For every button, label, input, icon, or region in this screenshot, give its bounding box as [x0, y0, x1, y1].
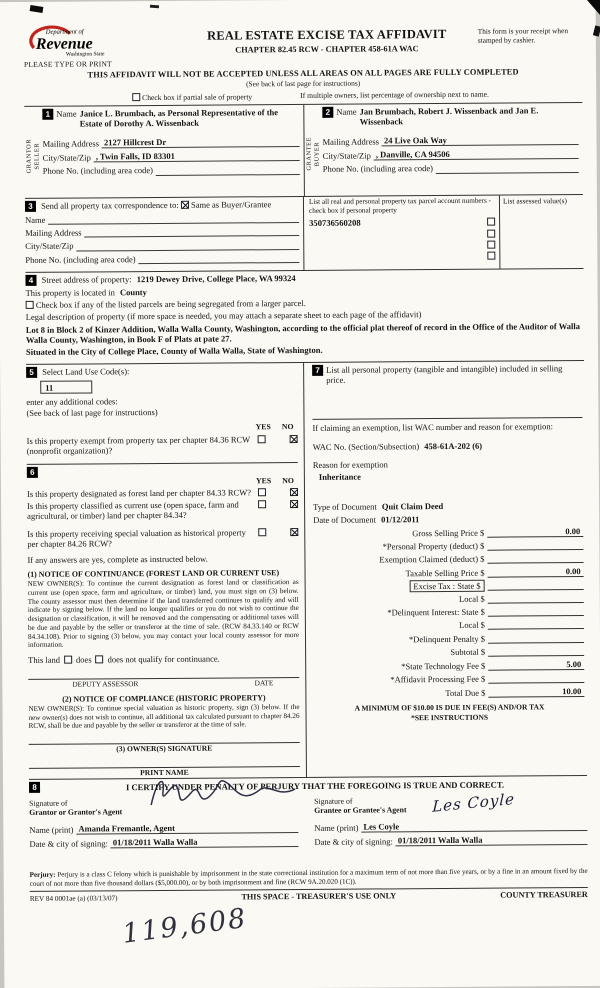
partial-sale-group	[132, 92, 252, 103]
header-instructions-note: (See back of last page for instructions)	[246, 78, 361, 89]
current-use-answer-boxes	[258, 499, 298, 519]
forest-answer-boxes	[258, 487, 298, 497]
fee-label: *Affidavit Processing Fee $	[390, 673, 486, 685]
grantee-date-row	[314, 834, 587, 847]
fee-label: *Delinquent Penalty $	[408, 633, 486, 644]
section-2-badge: 2	[322, 107, 333, 118]
seller-phone-value	[156, 164, 300, 175]
agency-logo-block	[24, 23, 176, 70]
see-instructions-note: *SEE INSTRUCTIONS	[411, 712, 489, 723]
perjury-note	[30, 867, 588, 888]
seller-phone-label: Phone No. (including area code)	[42, 165, 154, 177]
sec6-yes-no-header	[27, 476, 298, 487]
sec5-yes-no-header	[27, 423, 298, 434]
fee-value: 0.00	[565, 566, 581, 577]
notice1-body: NEW OWNER(S): To continue the current designation as forest land or classification as current use (open space, farm and agriculture, or timber) land, you must sign on (3) below. The county assessor must then determine if the land transferred continues to qualify and will indicate by signing below. If the land no longer qualifies or you do not wish to continue the designation or classification, it will be removed and the compensating or additional taxes will be due and payable by the seller or transferor at the time of sale. (RCW 84.33.140 or RCW 84.34.108). Prior to signing (3) below, you may contact your local county assessor for more information.	[27, 578, 300, 650]
owners-signature-line: (3) OWNER(S) SIGNATURE	[29, 742, 300, 755]
grantee-name-label: Name (print)	[314, 822, 359, 833]
left-column	[26, 363, 307, 779]
buyer-side-grantee: GRANTEE	[305, 137, 313, 171]
grantor-sig-label-1: Signature of	[29, 798, 68, 808]
legal-desc-value: Lot 8 in Block 2 of Kinzer Addition, Walla Walla County, Washington, according to the official plat thereof of record in the Office of the Auditor of Walla Walla County, Washington, in Book F of Plats at pate 27.	[25, 320, 580, 345]
current-use-yes-checkbox	[258, 500, 266, 508]
land-qualify-row	[28, 653, 299, 665]
fee-row-delinquent-interest-state	[314, 606, 584, 618]
seller-mailing-row	[43, 136, 300, 149]
parcel-numbers-column	[303, 196, 500, 270]
grantee-name-value: Les Coyle	[361, 820, 587, 833]
exempt-no-checkbox	[290, 435, 298, 443]
header-warning: THIS AFFIDAVIT WILL NOT BE ACCEPTED UNLESS ALL AREAS ON ALL PAGES ARE FULLY COMPLETED	[87, 67, 519, 80]
parcel-personal-checkbox-1	[487, 218, 495, 226]
current-use-no-checkbox	[290, 500, 298, 508]
personal-property-row	[312, 363, 582, 385]
forest-yes-checkbox	[258, 488, 266, 496]
located-value: County	[119, 287, 147, 298]
fee-row-excise-state	[314, 580, 584, 592]
treasurer-space-label: THIS SPACE - TREASURER'S USE ONLY	[241, 891, 397, 902]
fee-value: 5.00	[566, 658, 582, 669]
fee-row-exemption-claimed	[313, 553, 583, 565]
parcel-row-4	[309, 252, 495, 261]
corr-mailing-label: Mailing Address	[25, 227, 82, 239]
grantor-date-row	[29, 836, 298, 849]
corr-mailing-value	[85, 226, 300, 237]
notice1-title: (1) NOTICE OF CONTINUANCE (FOREST LAND OR CURRENT USE)	[27, 568, 280, 579]
parcel-row-3	[309, 241, 495, 250]
corr-city-label: City/State/Zip	[25, 241, 74, 252]
buyer-side-label	[304, 105, 322, 196]
historic-answer-boxes	[258, 527, 298, 547]
buyer-city-value: , Danville, CA 94506	[374, 149, 579, 161]
section-5-badge: 5	[26, 367, 37, 378]
seller-mailing-label: Mailing Address	[42, 138, 100, 150]
current-use-question-row	[27, 499, 298, 521]
buyer-city-label: City/State/Zip	[322, 150, 371, 162]
revenue-logo-icon	[24, 23, 152, 58]
land-use-section	[26, 365, 298, 455]
multiple-owners-note: If multiple owners, list percentage of ownership next to name.	[300, 89, 489, 100]
situated-value: Situated in the City of College Place, County of Walla Walla, State of Washington.	[25, 344, 323, 357]
seller-mailing-value: 2127 Hillcrest Dr	[102, 136, 300, 148]
segregated-checkbox	[26, 301, 34, 309]
scan-artifact-right-edge	[593, 25, 600, 36]
exempt-question-row	[27, 434, 298, 456]
section-6-badge: 6	[27, 467, 38, 478]
date-label: DATE	[254, 678, 274, 688]
parcel-personal-checkbox-2	[487, 230, 495, 238]
buyer-side-buyer: BUYER	[313, 141, 321, 167]
land-does-checkbox	[64, 656, 72, 664]
fee-label: Subtotal $	[450, 646, 486, 657]
correspondence-fields	[25, 197, 304, 272]
tax-correspondence-section	[25, 194, 584, 272]
grantor-signature-block	[29, 797, 308, 849]
exempt-answer-boxes	[258, 434, 298, 454]
grantee-sig-label	[314, 789, 587, 819]
grantee-name-row	[314, 820, 587, 833]
fee-row-subtotal	[314, 646, 584, 658]
perjury-label: Perjury:	[29, 870, 56, 879]
same-as-buyer-label: Same as Buyer/Grantee	[190, 199, 272, 211]
partial-sale-checkbox	[132, 93, 140, 101]
grantor-date-label: Date & city of signing:	[29, 838, 108, 849]
land-does-not-checkbox	[96, 655, 104, 663]
buyer-name-label: Name	[336, 107, 357, 118]
buyer-block	[303, 103, 583, 196]
certify-statement: I CERTIFY UNDER PENALTY OF PERJURY THAT THE FOREGOING IS TRUE AND CORRECT.	[125, 779, 505, 792]
fee-row-delinquent-penalty	[314, 633, 584, 645]
street-address-label: Street address of property:	[41, 274, 132, 286]
buyer-city-row	[323, 149, 579, 162]
fee-label: Local $	[458, 593, 485, 605]
doc-type-row	[313, 500, 583, 512]
fee-row-state-technology	[314, 659, 584, 672]
street-address-value: 1219 Dewey Drive, College Place, WA 99324	[136, 273, 296, 285]
fee-row-excise-local	[314, 593, 584, 605]
see-back-note: (See back of last page for instructions)	[26, 407, 158, 419]
buyer-phone-label: Phone No. (including area code)	[322, 163, 434, 175]
notice2-body: NEW OWNER(S): To continue special valuation as historic property, sign (3) below. If the new owner(s) does not wish to continue, all additional tax calculated pursuant to chapter 84.26 RCW, shall be due and payable by the seller or transferor at the time of sale.	[28, 703, 300, 731]
fee-row-delinquent-interest-local	[314, 619, 584, 631]
seller-city-label: City/State/Zip	[42, 152, 91, 164]
buyer-mailing-value: 24 Live Oak Way	[382, 135, 579, 147]
grantor-name-row	[29, 822, 298, 835]
sec6-yes-label: YES	[255, 475, 272, 486]
seller-city-row	[43, 150, 300, 163]
grantee-signature-script: Les Coyle	[431, 789, 516, 816]
parcel-number: 350736560208	[309, 217, 361, 228]
fee-label: *Delinquent Interest: State $	[387, 607, 485, 618]
parcel-personal-checkbox-4	[487, 252, 495, 260]
land-use-code-box: 11	[40, 381, 92, 394]
seller-fields	[41, 105, 304, 198]
does-not-label: does not qualify for continuance.	[107, 653, 220, 665]
corr-name-row	[25, 213, 299, 225]
historic-question: Is this property receiving special valuation as historical property per chapter 84.26 RCW?	[27, 527, 246, 549]
fee-label: Excise Tax : State $	[409, 580, 484, 593]
wac-label: WAC No. (Section/Subsection)	[312, 440, 420, 452]
parcel-header: List all real and personal property tax parcel account numbers - check box if personal property	[308, 197, 492, 215]
grantee-sig-label-2: Grantee or Grantee's Agent	[314, 805, 407, 816]
doc-type-label: Type of Document	[313, 501, 377, 512]
grantor-name-value: Amanda Fremantle, Agent	[76, 822, 298, 835]
fee-label: *State Technology Fee $	[401, 660, 486, 672]
sec5-no-label: NO	[281, 422, 294, 432]
parcel-row-2	[309, 230, 495, 239]
grantee-sig-label-1: Signature of	[314, 796, 353, 806]
historic-no-checkbox	[290, 528, 298, 536]
deputy-assessor-line	[28, 677, 299, 690]
seller-side-seller: SELLER	[33, 142, 41, 170]
lower-columns	[26, 360, 587, 779]
fee-label: Taxable Selling Price $	[405, 567, 485, 579]
corr-mailing-row	[25, 226, 299, 238]
grantee-signature-block	[308, 789, 587, 848]
buyer-phone-row	[323, 163, 579, 175]
scan-artifact-top-right	[587, 0, 600, 15]
form-chapter: CHAPTER 82.45 RCW - CHAPTER 458-61A WAC	[235, 43, 419, 55]
sec6-no-label: NO	[282, 475, 294, 485]
minimum-due-note: A MINIMUM OF $10.00 IS DUE IN FEE(S) AND/OR TAX	[354, 702, 545, 713]
doc-type-value: Quit Claim Deed	[381, 500, 444, 511]
section-4-badge: 4	[25, 275, 36, 286]
seller-phone-row	[43, 164, 300, 176]
section-7-badge: 7	[312, 365, 323, 376]
seller-name-label: Name	[56, 109, 77, 120]
form-header	[24, 20, 582, 70]
assessed-header: List assessed value(s)	[502, 196, 568, 207]
print-name-line: PRINT NAME	[29, 766, 300, 779]
logo-wa-state: Washington State	[65, 51, 105, 58]
fee-row-taxable	[314, 566, 584, 579]
please-type-or-print: PLEASE TYPE OR PRINT	[23, 59, 112, 69]
this-land-label: This land	[28, 654, 61, 665]
grantor-sig-label-2: Grantor or Grantor's Agent	[29, 807, 123, 818]
historic-question-row	[27, 527, 298, 549]
fee-row-personal-property	[313, 540, 583, 552]
buyer-fields	[321, 103, 583, 196]
fee-label: Gross Selling Price $	[412, 527, 485, 538]
fee-label: Exemption Claimed (deduct) $	[379, 553, 485, 565]
reason-label: Reason for exemption	[312, 458, 388, 470]
corr-city-row	[25, 239, 299, 251]
corr-phone-row	[25, 252, 299, 264]
corr-city-value	[76, 239, 299, 251]
doc-date-label: Date of Document	[313, 514, 377, 525]
correspondence-row	[25, 199, 299, 212]
fee-row-affidavit-processing	[314, 673, 584, 685]
partial-sale-label: Check box if partial sale of property	[142, 91, 253, 102]
parcel-row-1	[309, 217, 495, 228]
grantor-name-label: Name (print)	[29, 824, 74, 835]
land-use-title-row	[26, 365, 297, 378]
seller-city-value: , Twin Falls, ID 83301	[94, 150, 300, 162]
corr-phone-label: Phone No. (including area code)	[25, 253, 136, 265]
signature-columns	[29, 789, 587, 849]
fee-row-total-due	[314, 686, 584, 699]
buyer-phone-value	[436, 163, 579, 174]
designation-section	[27, 462, 300, 779]
perjury-body: Perjury is a class C felony which is punishable by imprisonment in the state correctional institution for a maximum term of not more than five years, or by a fine in an amount fixed by the court of not more than five thousand dollars ($5,000.00), or by both imprisonment and fine (RCW 9A.20.020 (1C)).	[29, 867, 588, 888]
rev-form-number: REV 84 0001ae (a) (03/13/07)	[29, 894, 118, 903]
fee-value: 0.00	[565, 525, 581, 536]
fee-label: *Personal Property (deduct) $	[382, 540, 485, 552]
corr-name-label: Name	[25, 215, 46, 226]
fee-label: Total Due $	[445, 687, 486, 698]
grantor-date-value: 01/18/2011 Walla Walla	[111, 836, 299, 848]
legal-desc-label: Legal description of property (if more space is needed, you may attach a separate sheet to each page of the affidavit)	[25, 309, 422, 323]
fee-row-gross	[313, 526, 583, 539]
receipt-note: This form is your receipt when stamped by cashier.	[477, 26, 568, 45]
does-label: does	[75, 654, 92, 665]
partial-sale-row	[24, 90, 582, 104]
forest-no-checkbox	[290, 488, 298, 496]
certification-section	[29, 775, 588, 867]
buyer-name-row	[322, 106, 578, 134]
logo-dept-of: Department of	[45, 28, 84, 36]
assessed-values-column	[499, 195, 584, 269]
grantor-sig-label	[29, 797, 298, 821]
section-3-badge: 3	[25, 201, 36, 212]
section-8-badge: 8	[29, 782, 40, 793]
personal-property-label: List all personal property (tangible and intangible) included in selling price.	[326, 363, 563, 386]
section-1-badge: 1	[42, 109, 53, 120]
corr-phone-value	[139, 253, 300, 264]
exemption-label: If claiming an exemption, list WAC number and reason for exemption:	[312, 421, 553, 434]
logo-revenue: Revenue	[35, 35, 93, 53]
deputy-assessor-label: DEPUTY ASSESSOR	[72, 679, 139, 689]
if-yes-note: If any answers are yes, complete as instructed below.	[27, 553, 208, 565]
form-title: REAL ESTATE EXCISE TAX AFFIDAVIT	[207, 26, 447, 43]
wac-row	[313, 440, 583, 452]
sec5-yes-label: YES	[255, 422, 271, 432]
scan-artifact-top-mid	[150, 5, 159, 9]
grantee-date-value: 01/18/2011 Walla Walla	[396, 834, 588, 846]
land-use-title: Select Land Use Code(s):	[42, 366, 130, 378]
exempt-yes-checkbox	[258, 435, 266, 443]
exemption-block	[312, 418, 582, 482]
same-as-buyer-checkbox	[181, 201, 189, 209]
seller-side-label	[24, 107, 42, 198]
property-address-section	[25, 268, 584, 364]
seller-name-value: Janice L. Brumbach, as Personal Representative of the Estate of Dorothy A. Wissenback	[79, 107, 279, 129]
wac-value: 458-61A-202 (6)	[424, 440, 483, 451]
grantee-date-label: Date & city of signing:	[314, 836, 393, 848]
forest-question: Is this property designated as forest land per chapter 84.33 RCW?	[26, 487, 252, 499]
reason-value: Inheritance	[318, 471, 361, 482]
buyer-mailing-row	[323, 135, 579, 148]
county-treasurer-label: COUNTY TREASURER	[500, 889, 588, 900]
notice2-title: (2) NOTICE OF COMPLIANCE (HISTORIC PROPERTY)	[62, 692, 266, 704]
fee-value: 10.00	[562, 686, 582, 697]
exempt-question: Is this property exempt from property tax per chapter 84.36 RCW (nonprofit organization)?	[26, 434, 251, 456]
header-titles	[176, 21, 478, 56]
correspondence-label: Send all property tax correspondence to:	[41, 200, 179, 212]
historic-yes-checkbox	[258, 528, 266, 536]
fee-label: Local $	[459, 620, 485, 631]
seller-buyer-section	[24, 102, 583, 198]
seller-side-grantor: GRANTOR	[25, 138, 33, 174]
segregated-label: Check box if any of the listed parcels are being segregated from a larger parcel.	[35, 298, 306, 311]
forest-question-row	[27, 487, 298, 499]
additional-codes-label: enter any additional codes:	[26, 396, 118, 408]
doc-date-row	[313, 513, 583, 525]
handwritten-amount: 119,608	[120, 902, 250, 950]
buyer-name-value: Jan Brumbach, Robert J. Wissenback and Jan E. Wissenback	[359, 105, 539, 128]
located-label: This property is located in	[25, 287, 115, 299]
seller-block	[24, 105, 304, 198]
buyer-mailing-label: Mailing Address	[322, 136, 380, 148]
doc-date-value: 01/12/2011	[381, 513, 420, 524]
current-use-question: Is this property classified as current use (open space, farm and agricultural, or timber) land per chapter 84.34?	[27, 499, 239, 521]
right-column	[304, 361, 587, 777]
seller-name-row	[42, 107, 299, 135]
treasurer-use-area	[30, 900, 588, 956]
corr-name-value	[48, 213, 299, 225]
parcel-personal-checkbox-3	[487, 241, 495, 249]
